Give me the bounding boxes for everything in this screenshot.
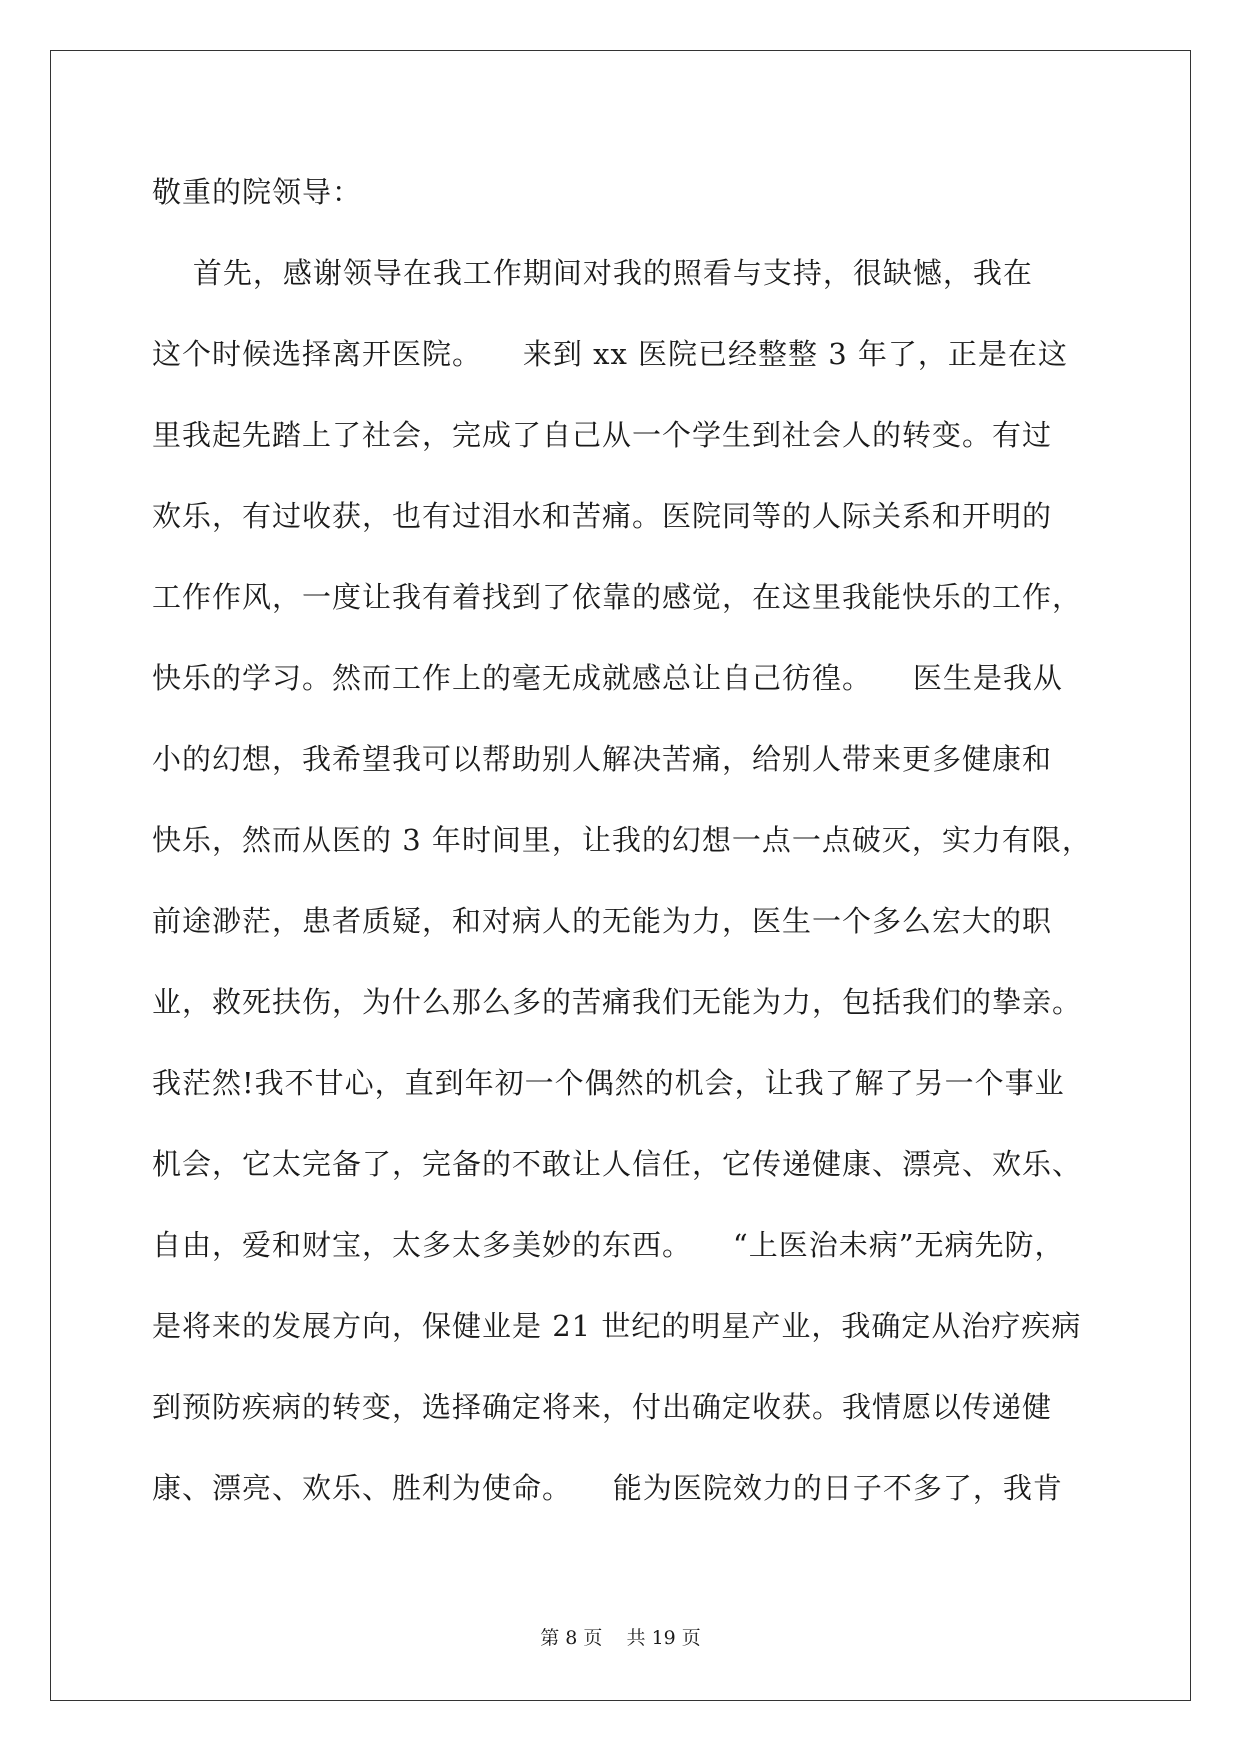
- page-number: 第 8 页 共 19 页: [540, 1627, 701, 1649]
- text-line: 是将来的发展方向，保健业是 21 世纪的明星产业，我确定从治疗疾病: [152, 1309, 1082, 1343]
- text-line: 机会，它太完备了，完备的不敢让人信任，它传递健康、漂亮、欢乐、: [152, 1147, 1083, 1181]
- text-line: 首先，感谢领导在我工作期间对我的照看与支持，很缺憾，我在: [152, 256, 1033, 290]
- letter-body: [152, 152, 1092, 1529]
- text-line: 欢乐，有过收获，也有过泪水和苦痛。医院同等的人际关系和开明的: [152, 499, 1053, 533]
- text-line: 快乐的学习。然而工作上的毫无成就感总让自己彷徨。 医生是我从: [152, 661, 1063, 695]
- text-line: 快乐，然而从医的 3 年时间里，让我的幻想一点一点破灭，实力有限，: [152, 823, 1092, 857]
- text-line: 前途渺茫，患者质疑，和对病人的无能为力，医生一个多么宏大的职: [152, 904, 1053, 938]
- text-line: 业，救死扶伤，为什么那么多的苦痛我们无能为力，包括我们的挚亲。: [152, 985, 1083, 1019]
- text-line: 这个时候选择离开医院。 来到 xx 医院已经整整 3 年了，正是在这: [152, 337, 1068, 371]
- text-line: 工作作风，一度让我有着找到了依靠的感觉，在这里我能快乐的工作，: [152, 580, 1083, 614]
- text-line: 我茫然!我不甘心，直到年初一个偶然的机会，让我了解了另一个事业: [152, 1066, 1065, 1100]
- text-line: 里我起先踏上了社会，完成了自己从一个学生到社会人的转变。有过: [152, 418, 1053, 452]
- text-line: 小的幻想，我希望我可以帮助别人解决苦痛，给别人带来更多健康和: [152, 742, 1053, 776]
- text-line: 自由，爱和财宝，太多太多美妙的东西。 “上医治未病”无病先防，: [152, 1228, 1065, 1262]
- text-line: 敬重的院领导：: [152, 175, 363, 209]
- text-line: 到预防疾病的转变，选择确定将来，付出确定收获。我情愿以传递健: [152, 1390, 1053, 1424]
- text-line: 康、漂亮、欢乐、胜利为使命。 能为医院效力的日子不多了，我肯: [152, 1471, 1063, 1505]
